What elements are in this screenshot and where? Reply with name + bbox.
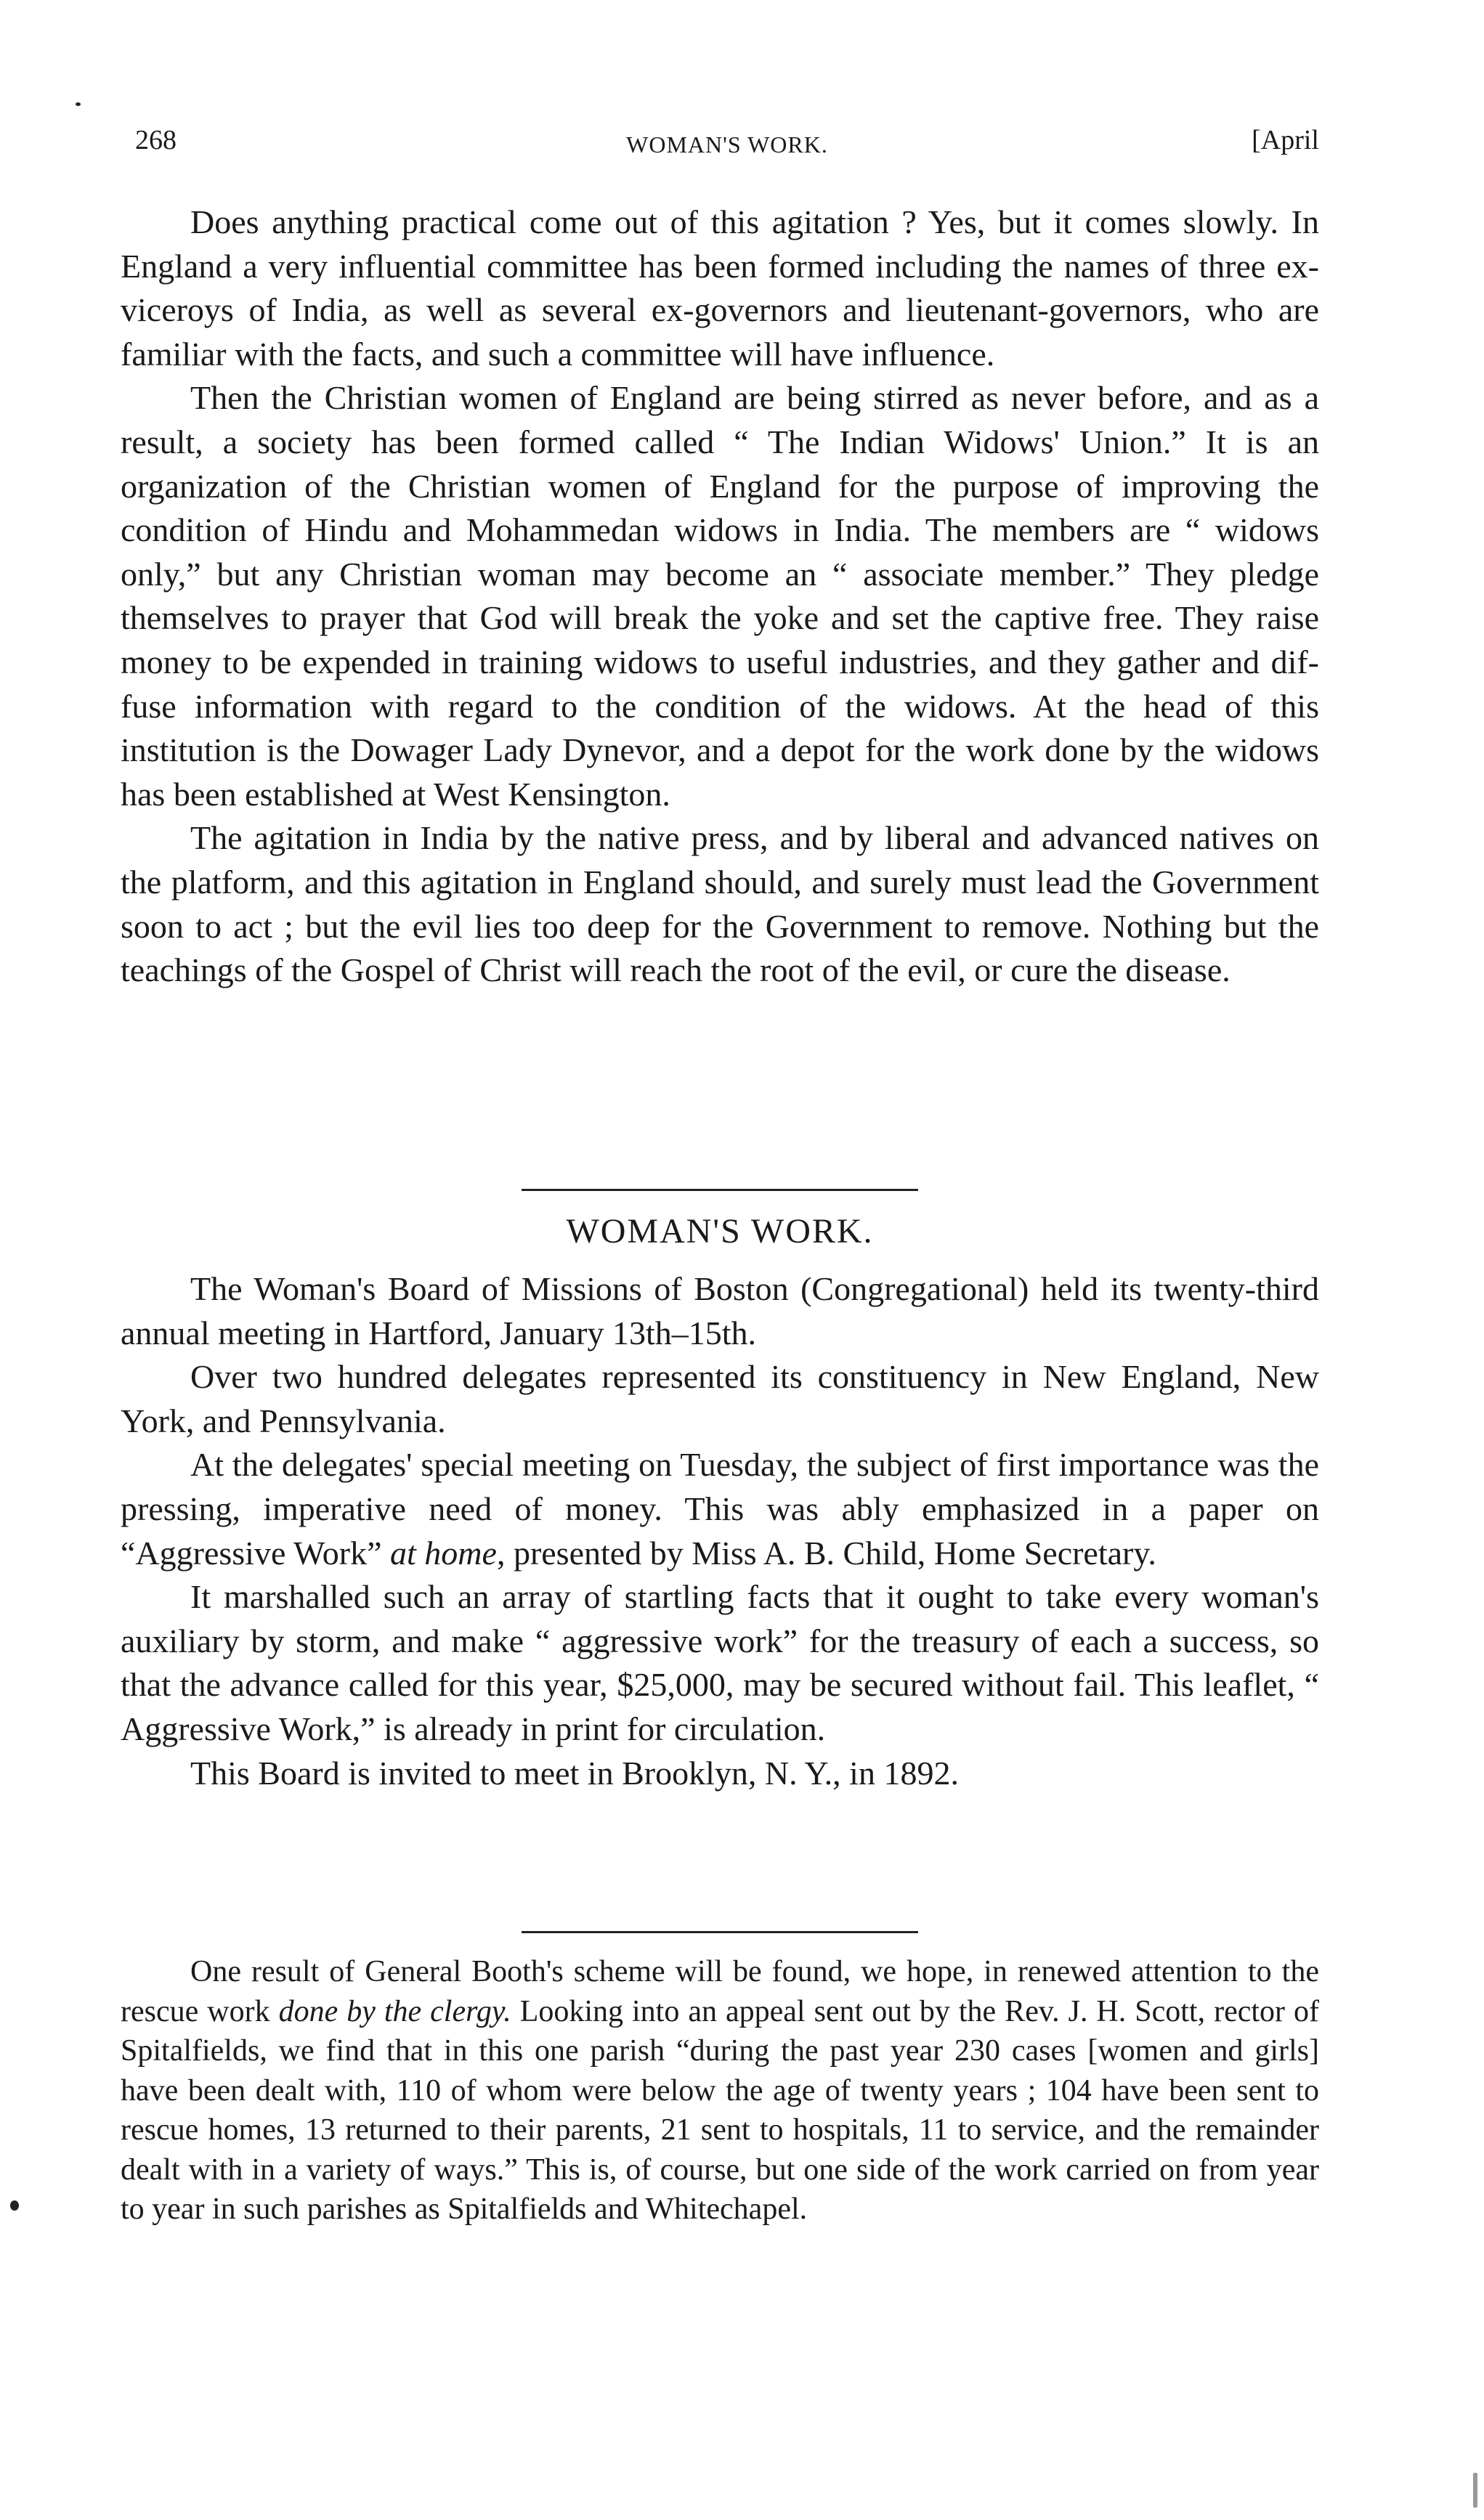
paragraph: Does anything practical come out of this agitation ? Yes, but it comes slowly. In England a very influential committee has been formed including the names of three ex-viceroys of India, as well as several ex-governors and lieutenant-governors, who are familiar with the facts, and such a committee will have influence. — [121, 203, 1319, 373]
running-head-month: [April — [1252, 125, 1319, 155]
paragraph: It marshalled such an array of startling facts that it ought to take every woman's auxiliary by storm, and make “ aggressive work” for the treasury of each a success, so that the advance called for this year, $25,000, may be secured without fail. This leaflet, “ Aggressive Work,” is already in print for circulation. — [121, 1578, 1319, 1747]
page-number: 268 — [135, 125, 177, 155]
section-heading: WOMAN'S WORK. — [566, 1212, 874, 1251]
paragraph: The Woman's Board of Missions of Boston (Congregational) held its twenty-third annual meeting in Hartford, January 13th–15th. — [121, 1270, 1319, 1352]
paragraph: One result of General Booth's scheme will be found, we hope, in renewed attention to the rescue work done by the clergy. Looking into an appeal sent out by the Rev. J. H. Scott, rector of Spitalfields, we find that in this one parish “during the past year 230 cases [women and girls] have been dealt with, 110 of whom were below the age of twenty years ; 104 have been sent to rescue homes, 13 returned to their parents, 21 sent to hospitals, 11 to service, and the remainder dealt with in a variety of ways.” This is, of course, but one side of the work carried on from year to year in such parishes as Spitalfields and Whitechapel. — [121, 1955, 1319, 2226]
running-head-title: WOMAN'S WORK. — [626, 131, 828, 158]
note-divider — [522, 1931, 918, 1933]
paragraph: Over two hundred delegates represented its constituency in New England, New York, and Pennsylvania. — [121, 1358, 1319, 1439]
womans-work-section — [121, 1267, 1319, 1795]
italic-emphasis: at home — [390, 1534, 497, 1572]
section-divider — [522, 1189, 918, 1191]
paragraph: This Board is invited to meet in Brooklyn, N. Y., in 1892. — [190, 1754, 959, 1792]
article-indian-widows — [121, 200, 1319, 993]
paragraph: At the delegates' special meeting on Tuesday, the subject of first importance was the pressing, imperative need of money. This was ably emphasized in a paper on “Aggressive Work” at home, presented by Miss A. B. Child, Home Secretary. — [121, 1446, 1319, 1572]
booth-scheme-note — [121, 1952, 1319, 2230]
paragraph: Then the Christian women of England are being stirred as never before, and as a result, a society has been formed called “ The Indian Widows' Union.” It is an organization of the Christian women of England for the purpose of improving the condition of Hindu and Mohammedan widows in India. The members are “ widows only,” but any Christian woman may become an “ associate member.” They pledge themselves to prayer that God will break the yoke and set the captive free. They raise money to be expended in training widows to useful industries, and they gather and diffuse information with regard to the condition of the widows. At the head of this institution is the Dowager Lady Dynevor, and a depot for the work done by the widows has been established at West Kensington. — [121, 379, 1319, 813]
italic-emphasis: done by the clergy. — [278, 1994, 511, 2028]
scan-edge-mark — [1473, 2473, 1477, 2508]
paragraph: The agitation in India by the native press, and by liberal and advanced natives on the platform, and this agitation in England should, and surely must lead the Government soon to act ; but the evil lies too deep for the Government to remove. Nothing but the teachings of the Gospel of Christ will reach the root of the evil, or cure the disease. — [121, 819, 1319, 989]
scan-speck — [10, 2200, 19, 2211]
scan-speck — [76, 102, 81, 106]
